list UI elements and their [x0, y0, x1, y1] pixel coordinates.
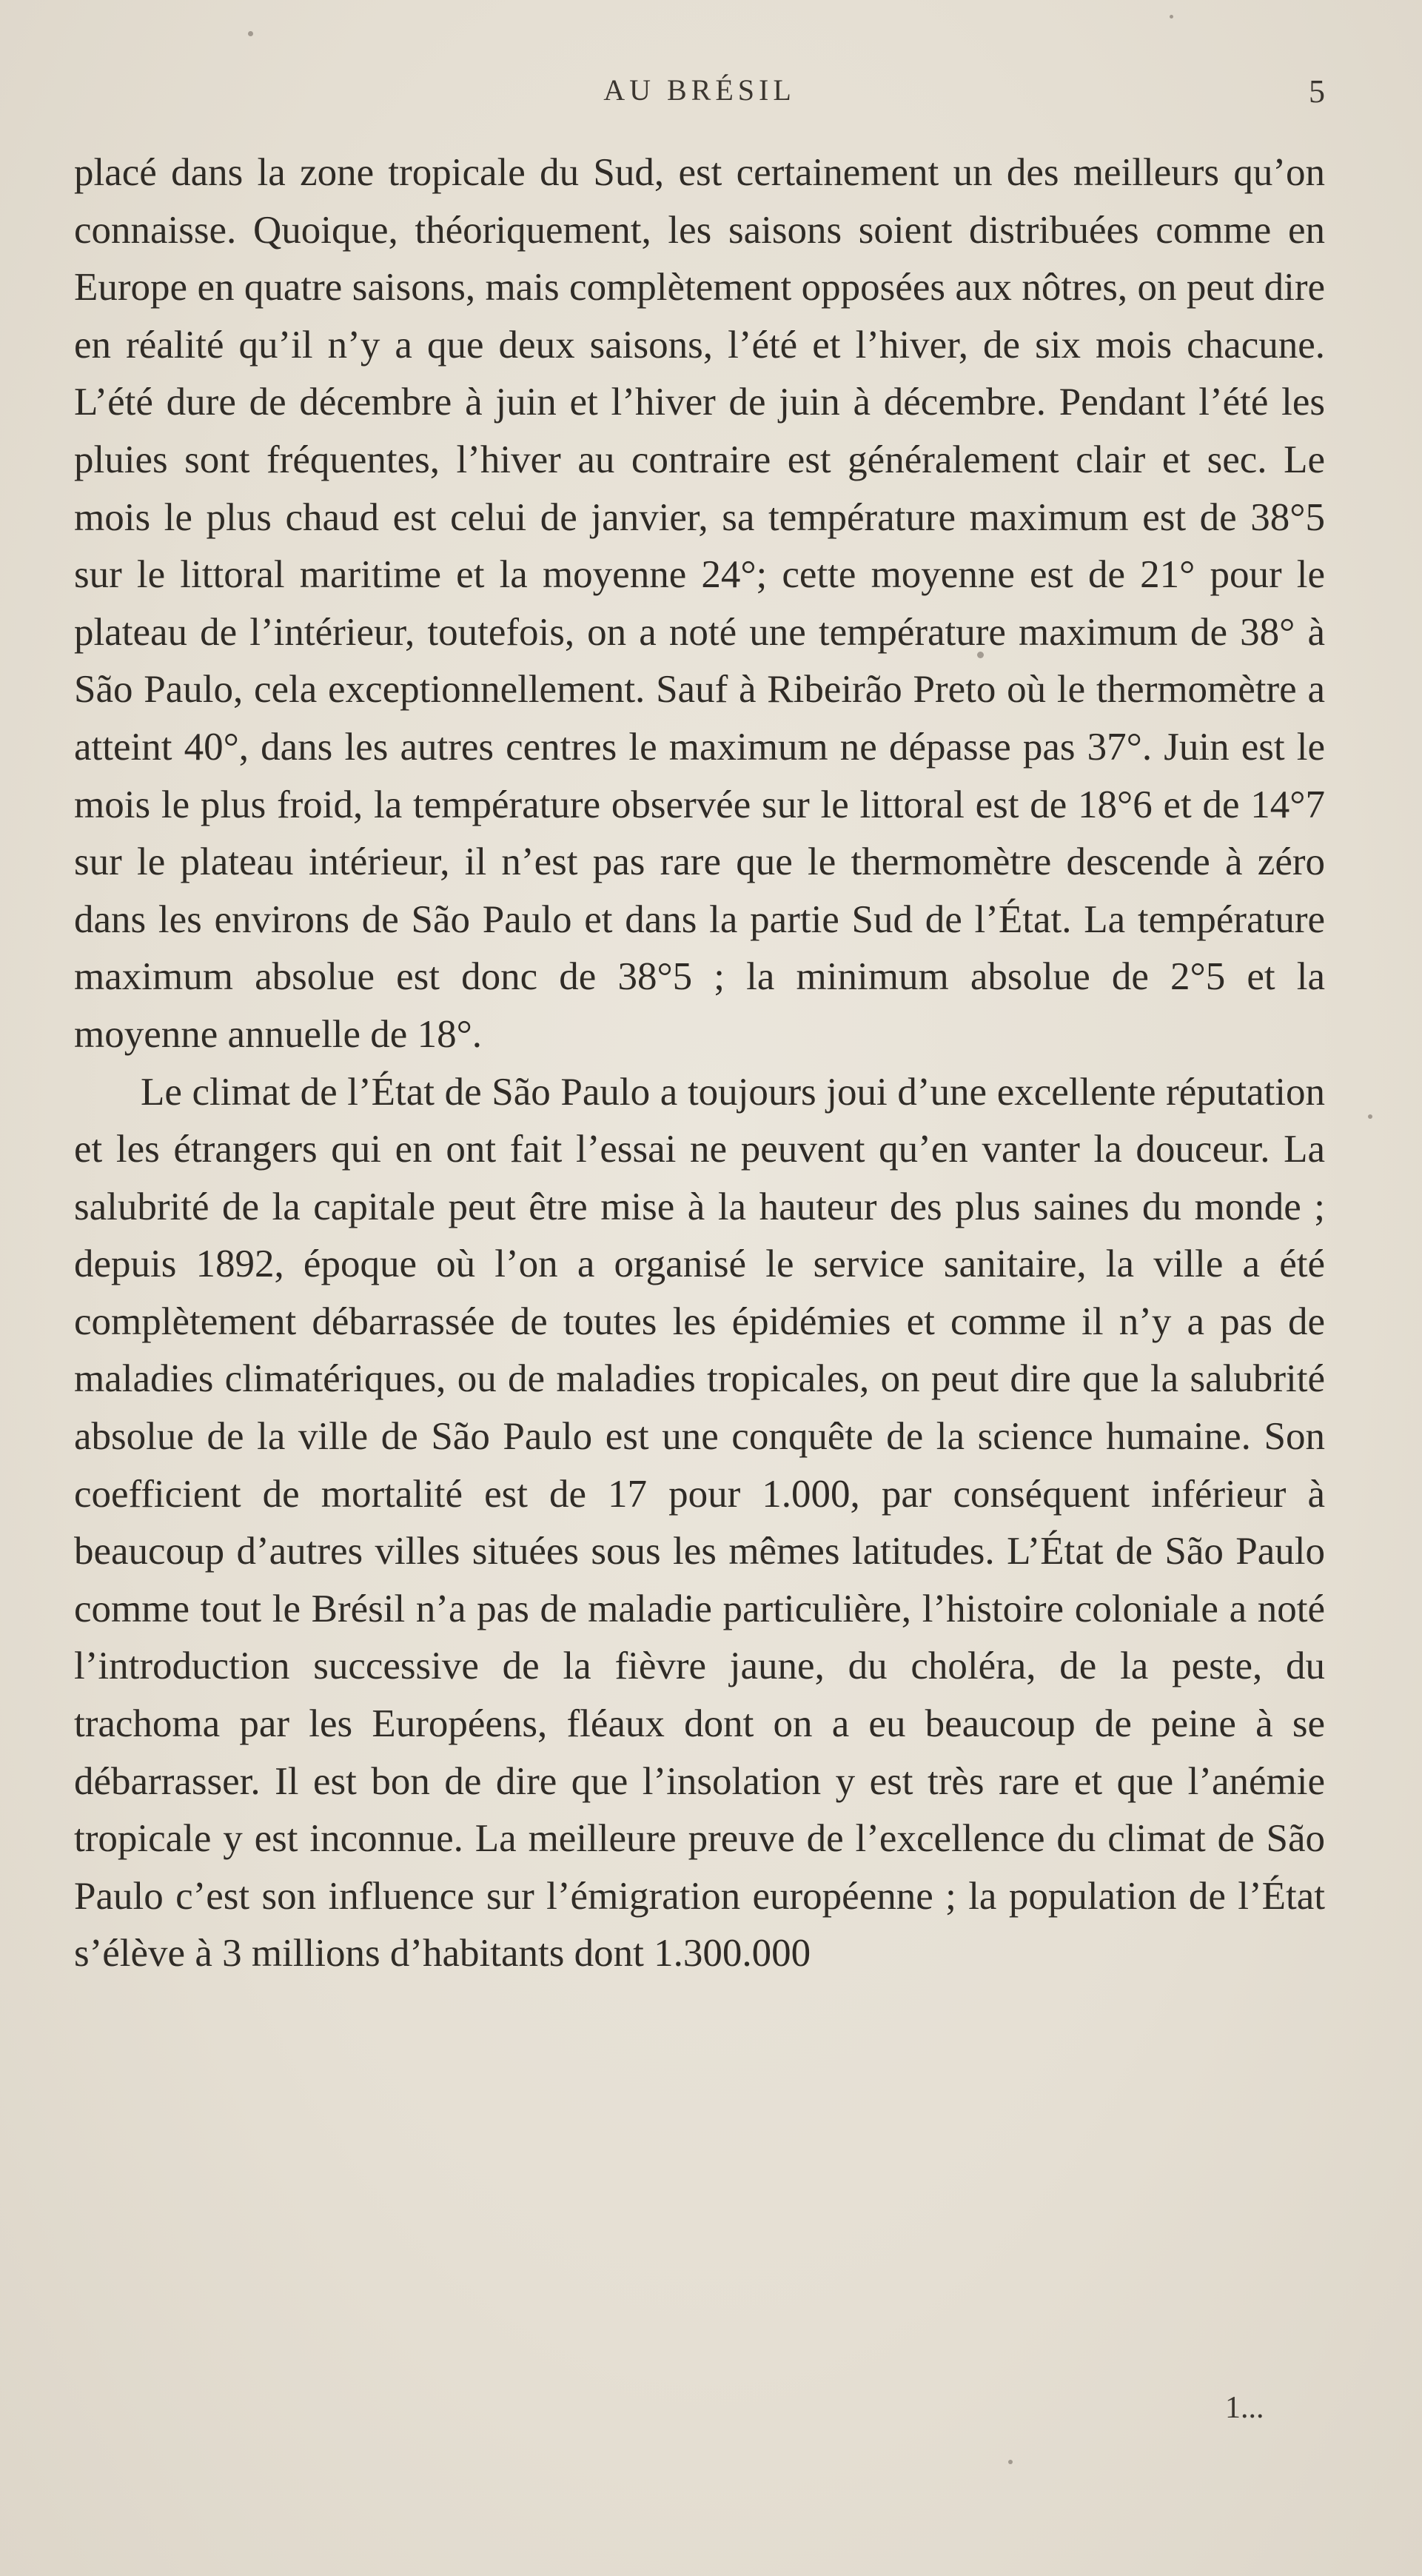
paragraph-continued: placé dans la zone tropicale du Sud, est certainement un des meilleurs qu’on connaisse. Quoique, théoriquement, les saisons soient distribuées comme en Europe en quatre saisons, mais complètement opposées aux nôtres, on peut dire en réalité qu’il n’y a que deux saisons, l’été et l’hiver, de six mois chacune. L’été dure de décembre à juin et l’hiver de juin à décembre. Pendant l’été les pluies sont fréquentes, l’hiver au contraire est généralement clair et sec. Le mois le plus chaud est celui de janvier, sa température maximum est de 38°5 sur le littoral maritime et la moyenne 24°; cette moyenne est de 21° pour le plateau de l’intérieur, toutefois, on a noté une température maximum de 38° à São Paulo, cela exceptionnellement. Sauf à Ribeirão Preto où le thermomètre a atteint 40°, dans les autres centres le maximum ne dépasse pas 37°. Juin est le mois le plus froid, la température observée sur le littoral est de 18°6 et de 14°7 sur le plateau intérieur, il n’est pas rare que le thermomètre descende à zéro dans les environs de São Paulo et dans la partie Sud de l’État. La température maximum absolue est donc de 38°5 ; la minimum absolue de 2°5 et la moyenne annuelle de 18°. — [74, 151, 1325, 1056]
print-speck — [1170, 15, 1173, 19]
running-title: AU BRÉSIL — [603, 73, 796, 107]
print-speck — [1368, 1114, 1372, 1119]
page-number: 5 — [1309, 73, 1325, 110]
body-text — [74, 144, 1325, 1983]
paragraph-climate: Le climat de l’État de São Paulo a toujours joui d’une excellente réputation et les étrangers qui en ont fait l’essai ne peuvent qu’en vanter la douceur. La salubrité de la capitale peut être mise à la hauteur des plus saines du monde ; depuis 1892, époque où l’on a organisé le service sanitaire, la ville a été complètement débarrassée de toutes les épidémies et comme il n’y a pas de maladies climatériques, ou de maladies tropicales, on peut dire que la salubrité absolue de la ville de São Paulo est une conquête de la science humaine. Son coefficient de mortalité est de 17 pour 1.000, par conséquent inférieur à beaucoup d’autres villes situées sous les mêmes latitudes. L’État de São Paulo comme tout le Brésil n’a pas de maladie particulière, l’histoire coloniale a noté l’introduction successive de la fièvre jaune, du choléra, de la peste, du trachoma par les Européens, fléaux dont on a eu beaucoup de peine à se débarrasser. Il est bon de dire que l’insolation y est très rare et que l’anémie tropicale y est inconnue. La meilleure preuve de l’excellence du climat de São Paulo c’est son influence sur l’émigration européenne ; la population de l’État s’élève à 3 millions d’habitants dont 1.300.000 — [74, 1070, 1325, 1976]
print-speck — [248, 31, 253, 36]
signature-mark: 1... — [1225, 2391, 1264, 2425]
running-head — [74, 73, 1325, 117]
print-speck — [1008, 2460, 1013, 2464]
